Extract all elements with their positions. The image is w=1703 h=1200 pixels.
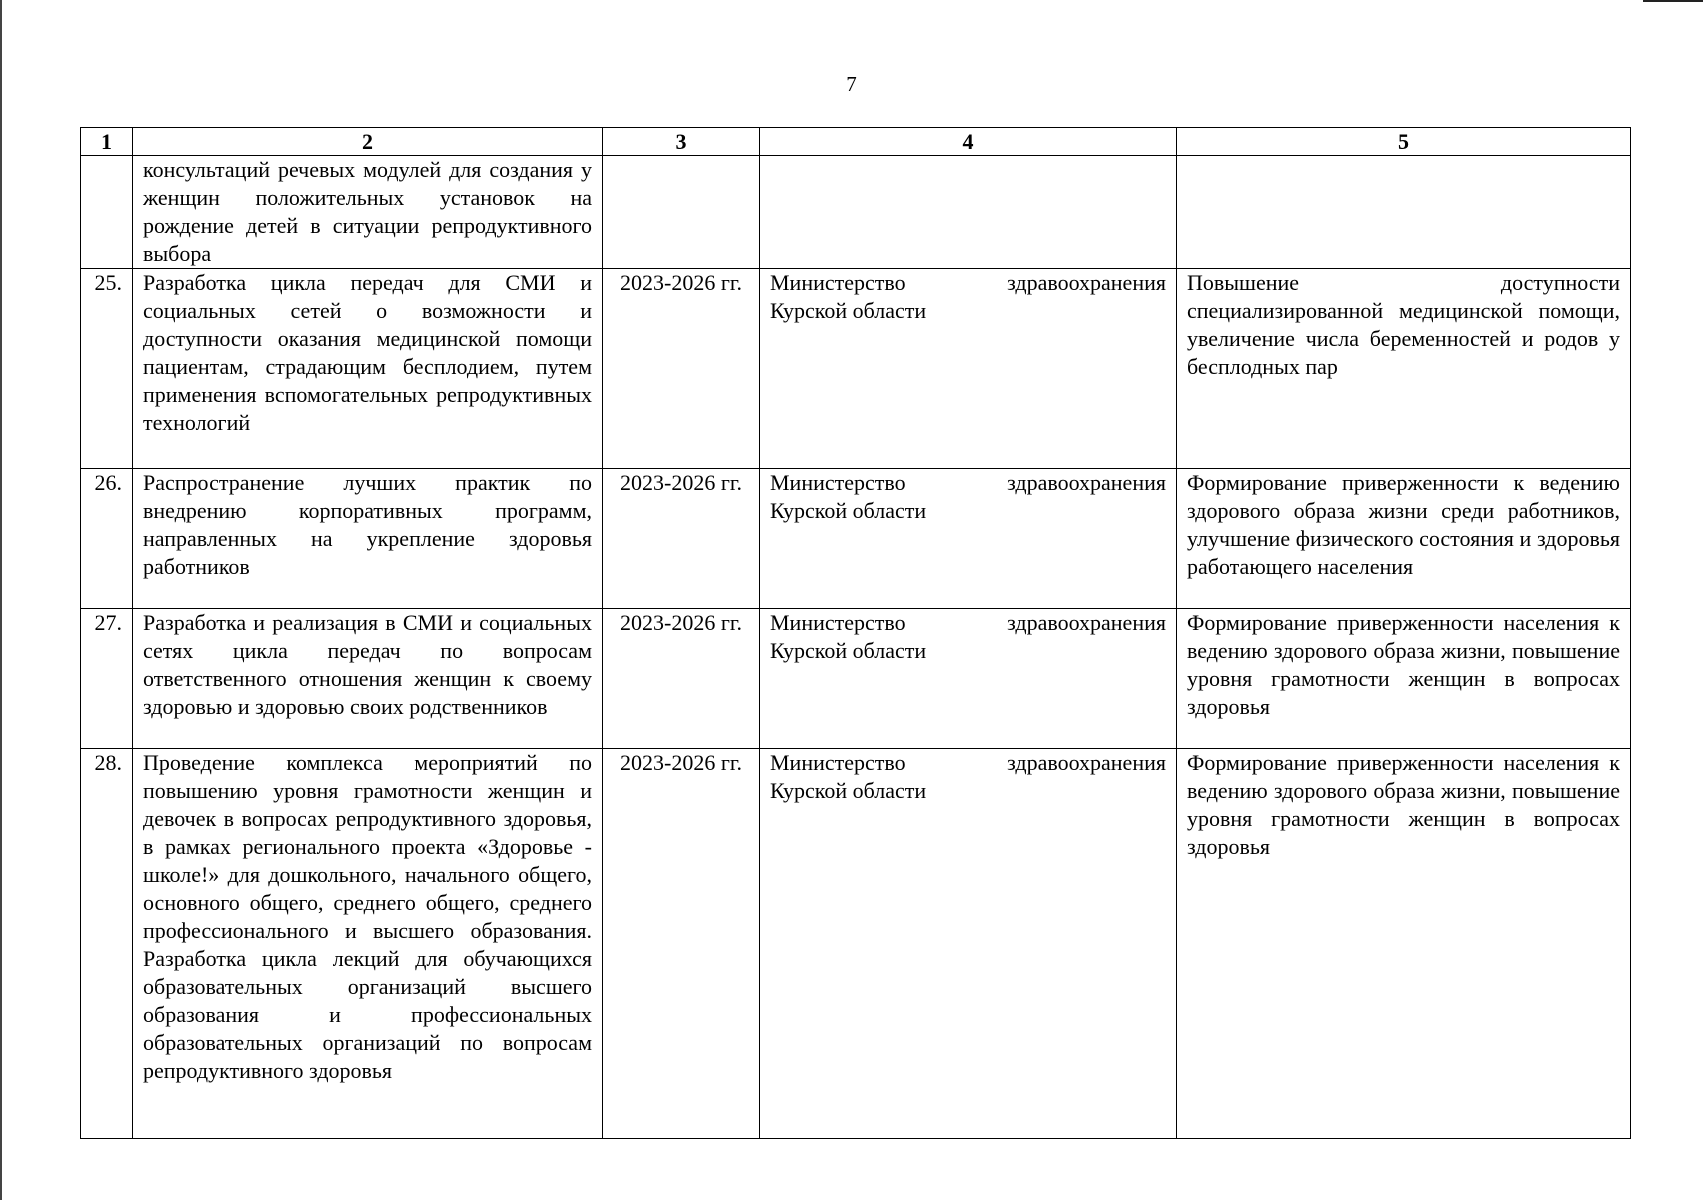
activity-cell: Разработка цикла передач для СМИ и социальных сетей о возможности и доступности оказания медицинской помощи пациентам, страдающим бесплодием, путем применения вспомогательных репродуктивных технологий (133, 269, 603, 469)
executor-line1-a: Министерство (770, 470, 906, 495)
executor-line1-a: Министерство (770, 750, 906, 775)
period-cell: 2023-2026 гг. (603, 609, 760, 749)
scan-edge (0, 0, 2, 1200)
activity-cell: Проведение комплекса мероприятий по повышению уровня грамотности женщин и девочек в вопросах репродуктивного здоровья, в рамках регионального проекта «Здоровье - школе!» для дошкольного, начального общего, основного общего, среднего общего, среднего профессионального и высшего образования. Разработка цикла лекций для обучающихся образовательных организаций высшего образования и профессиональных образовательных организаций по вопросам репродуктивного здоровья (133, 749, 603, 1139)
activities-table (80, 127, 1631, 1139)
header-col-2: 2 (133, 128, 603, 156)
result-cell: Повышение доступности специализированной медицинской помощи, увеличение числа беременностей и родов у бесплодных пар (1177, 269, 1631, 469)
executor-line2: Курской области (770, 498, 927, 523)
table-row (81, 156, 1631, 269)
executor-cell (760, 749, 1177, 1139)
executor-line1-b: здравоохранения (1007, 470, 1166, 495)
executor-line2: Курской области (770, 778, 927, 803)
row-number: 27. (81, 609, 133, 749)
executor-line1-b: здравоохранения (1007, 270, 1166, 295)
scan-corner-mark (1643, 0, 1703, 2)
activity-cell: консультаций речевых модулей для создания у женщин положительных установок на рождение детей в ситуации репродуктивного выбора (133, 156, 603, 269)
executor-cell (760, 269, 1177, 469)
executor-cell (760, 609, 1177, 749)
row-number: 25. (81, 269, 133, 469)
activity-cell: Разработка и реализация в СМИ и социальных сетях цикла передач по вопросам ответственного отношения женщин к своему здоровью и здоровью своих родственников (133, 609, 603, 749)
row-number: 28. (81, 749, 133, 1139)
table-row (81, 269, 1631, 469)
activity-cell: Распространение лучших практик по внедрению корпоративных программ, направленных на укрепление здоровья работников (133, 469, 603, 609)
executor-line1-b: здравоохранения (1007, 750, 1166, 775)
result-cell: Формирование приверженности населения к ведению здорового образа жизни, повышение уровня грамотности женщин в вопросах здоровья (1177, 609, 1631, 749)
executor-line1-a: Министерство (770, 270, 906, 295)
executor-line1-b: здравоохранения (1007, 610, 1166, 635)
table-row (81, 609, 1631, 749)
executor-cell (760, 469, 1177, 609)
executor-line2: Курской области (770, 638, 927, 663)
result-cell: Формирование приверженности к ведению здорового образа жизни среди работников, улучшение физического состояния и здоровья работающего населения (1177, 469, 1631, 609)
result-cell: Формирование приверженности населения к ведению здорового образа жизни, повышение уровня грамотности женщин в вопросах здоровья (1177, 749, 1631, 1139)
header-col-4: 4 (760, 128, 1177, 156)
header-col-1: 1 (81, 128, 133, 156)
table-header-row (81, 128, 1631, 156)
page-number: 7 (846, 72, 857, 96)
executor-line1-a: Министерство (770, 610, 906, 635)
executor-line2: Курской области (770, 298, 927, 323)
table-row (81, 469, 1631, 609)
period-cell: 2023-2026 гг. (603, 469, 760, 609)
period-cell: 2023-2026 гг. (603, 749, 760, 1139)
executor-cell (760, 156, 1177, 269)
period-cell (603, 156, 760, 269)
header-col-5: 5 (1177, 128, 1631, 156)
header-col-3: 3 (603, 128, 760, 156)
row-number (81, 156, 133, 269)
row-number: 26. (81, 469, 133, 609)
period-cell: 2023-2026 гг. (603, 269, 760, 469)
result-cell (1177, 156, 1631, 269)
table-row (81, 749, 1631, 1139)
